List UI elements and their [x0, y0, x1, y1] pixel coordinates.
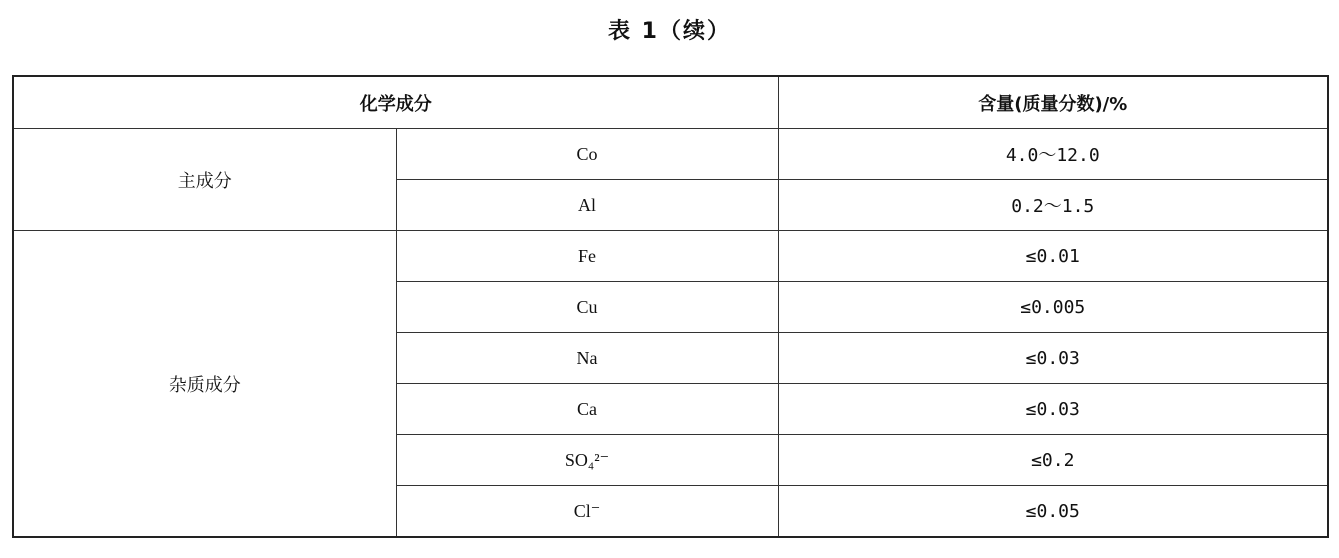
component-cell: Cu: [396, 282, 778, 333]
component-cell: Ca: [396, 384, 778, 435]
component-cell: Cl⁻: [396, 486, 778, 538]
header-component: 化学成分: [13, 76, 778, 129]
content-cell: 4.0～12.0: [778, 129, 1328, 180]
content-cell: ≤0.05: [778, 486, 1328, 538]
content-cell: ≤0.2: [778, 435, 1328, 486]
group-main-label: 主成分: [13, 129, 396, 231]
component-cell: SO₄²⁻: [396, 435, 778, 486]
component-cell: Co: [396, 129, 778, 180]
header-content: 含量(质量分数)/%: [778, 76, 1328, 129]
table-caption: 表 1（续）: [608, 19, 731, 44]
content-cell: ≤0.01: [778, 231, 1328, 282]
content-cell: ≤0.03: [778, 333, 1328, 384]
content-cell: ≤0.03: [778, 384, 1328, 435]
table-header-row: [13, 76, 1328, 129]
content-cell: ≤0.005: [778, 282, 1328, 333]
table-row: [13, 129, 1328, 180]
table-row: [13, 231, 1328, 282]
content-cell: 0.2～1.5: [778, 180, 1328, 231]
component-cell: Al: [396, 180, 778, 231]
component-cell: Na: [396, 333, 778, 384]
composition-table: [12, 75, 1329, 538]
group-impurity-label: 杂质成分: [13, 231, 396, 538]
component-cell: Fe: [396, 231, 778, 282]
